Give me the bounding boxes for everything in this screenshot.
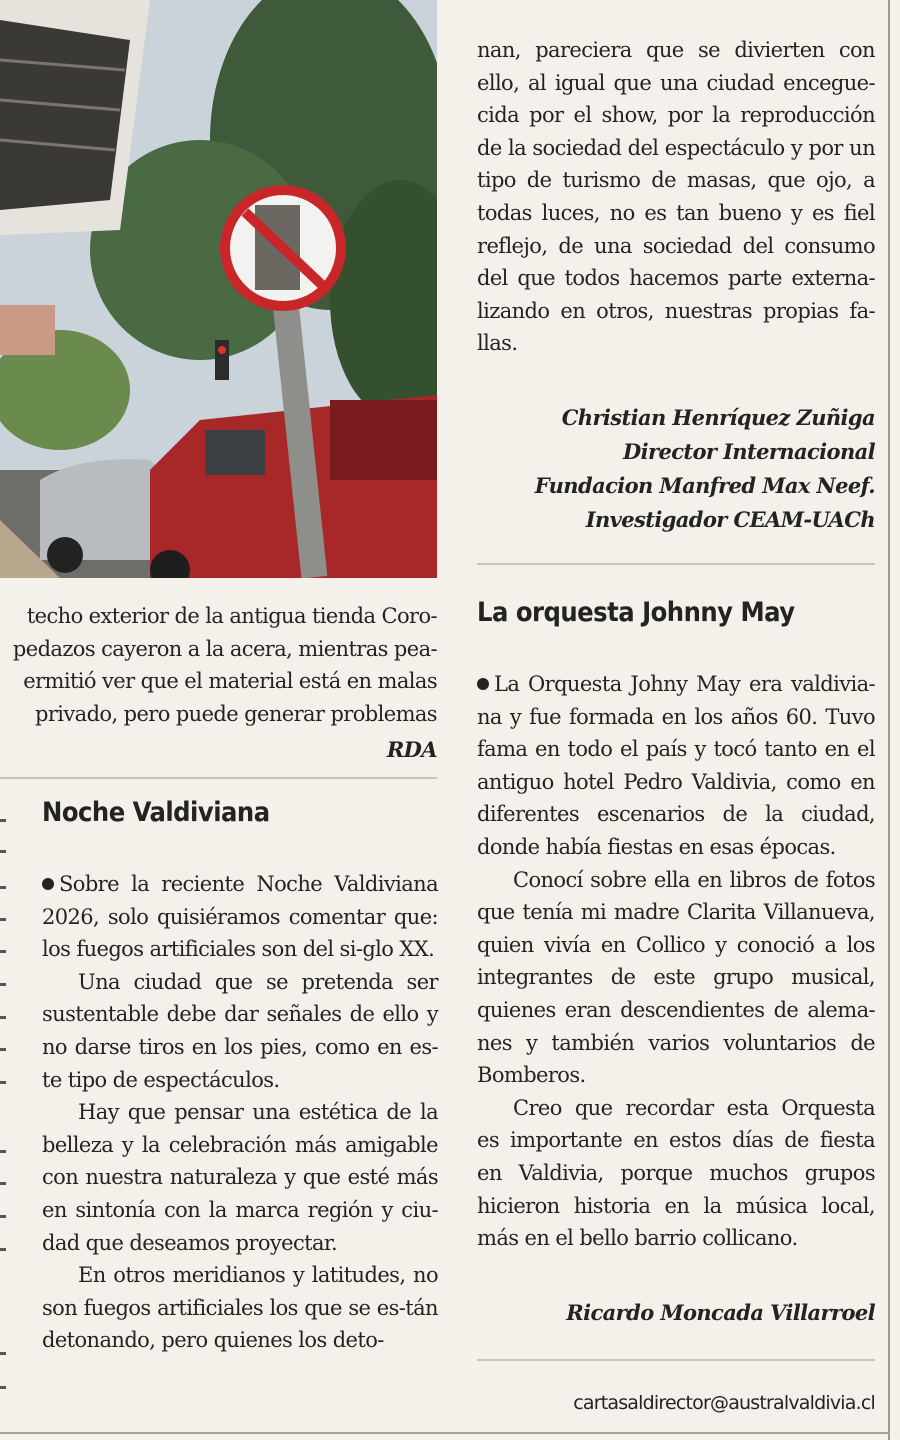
text-line: privado, pero puede generar problemas — [34, 701, 437, 726]
orquesta-signature: Ricardo Moncada Villarroel — [566, 1300, 875, 1325]
page-frame — [888, 0, 890, 1440]
signature-block — [477, 401, 875, 537]
article-paragraph: Creo que recordar esta Orquesta es importante en estos días de fiesta en Valdivia, porque muchos grupos hicieron historia en la música local, más en el bello barrio collicano. — [477, 1095, 875, 1251]
section-title: Noche Valdiviana — [42, 797, 270, 828]
article-paragraph: La Orquesta Johny May era valdivia-na y fue formada en los años 60. Tuvo fama en todo el país y tocó tanto en el antiguo hotel Pedro Valdivia, como en diferentes escenarios de la ciudad, donde había fiestas en esas épocas. — [477, 672, 875, 859]
text-line: techo exterior de la antigua tienda Coro- — [26, 604, 437, 628]
text-line: ermitió ver que el material está en malas — [23, 669, 437, 694]
rda-signature: RDA — [386, 737, 437, 762]
noche-article — [42, 868, 438, 1357]
bullet-icon — [42, 878, 54, 890]
letter-continuation — [477, 34, 875, 360]
street-photo — [0, 0, 437, 578]
contact-email[interactable]: cartasaldirector@australvaldivia.cl — [573, 1392, 875, 1414]
divider — [477, 1359, 875, 1361]
section-title: La orquesta Johnny May — [477, 597, 795, 628]
article-paragraph: Hay que pensar una estética de la belleza y la celebración más amigable con nuestra naturaleza y que esté más en sintonía con la marca región y ciu-dad que deseamos proyectar. — [42, 1100, 438, 1255]
signature-affiliation: Investigador CEAM-UACh — [585, 507, 875, 532]
divider — [477, 563, 875, 565]
bottom-rule — [0, 1432, 890, 1434]
signature-org: Fundacion Manfred Max Neef. — [534, 473, 875, 498]
article-paragraph: Sobre la reciente Noche Valdiviana 2026, solo quisiéramos comentar que: los fuegos artificiales son del si-glo XX. — [42, 872, 438, 962]
text-line: pedazos cayeron a la acera, mientras pea- — [12, 636, 437, 661]
orquesta-article — [477, 668, 875, 1255]
signature-title: Director Internacional — [623, 439, 875, 464]
left-continuation — [0, 600, 437, 730]
no-entry-sign-icon — [225, 190, 341, 306]
signature-name: Christian Henríquez Zuñiga — [561, 405, 875, 430]
letter-paragraph: nan, pareciera que se divierten con ello, al igual que una ciudad encegue-cida por el show, por la reproducción de la sociedad del espectáculo y por un tipo de turismo de masas, que ojo, a todas luces, no es tan bueno y es fiel reflejo, de una sociedad del consumo del que todos hacemos parte externa-lizando en otros, nuestras propias fa-llas. — [477, 38, 875, 356]
article-paragraph: En otros meridianos y latitudes, no son fuegos artificiales los que se es-tán detonando, pero quienes los deto- — [42, 1263, 438, 1353]
article-paragraph: Conocí sobre ella en libros de fotos que tenía mi madre Clarita Villanueva, quien vivía en Collico y conoció a los integrantes de este grupo musical, quienes eran descendientes de alema-nes y también varios voluntarios de Bomberos. — [477, 867, 875, 1088]
article-paragraph: Una ciudad que se pretenda ser sustentable debe dar señales de ello y no darse tiros en los pies, como en es-te tipo de espectáculos. — [42, 969, 438, 1092]
bullet-icon — [477, 678, 489, 690]
divider — [0, 777, 437, 779]
